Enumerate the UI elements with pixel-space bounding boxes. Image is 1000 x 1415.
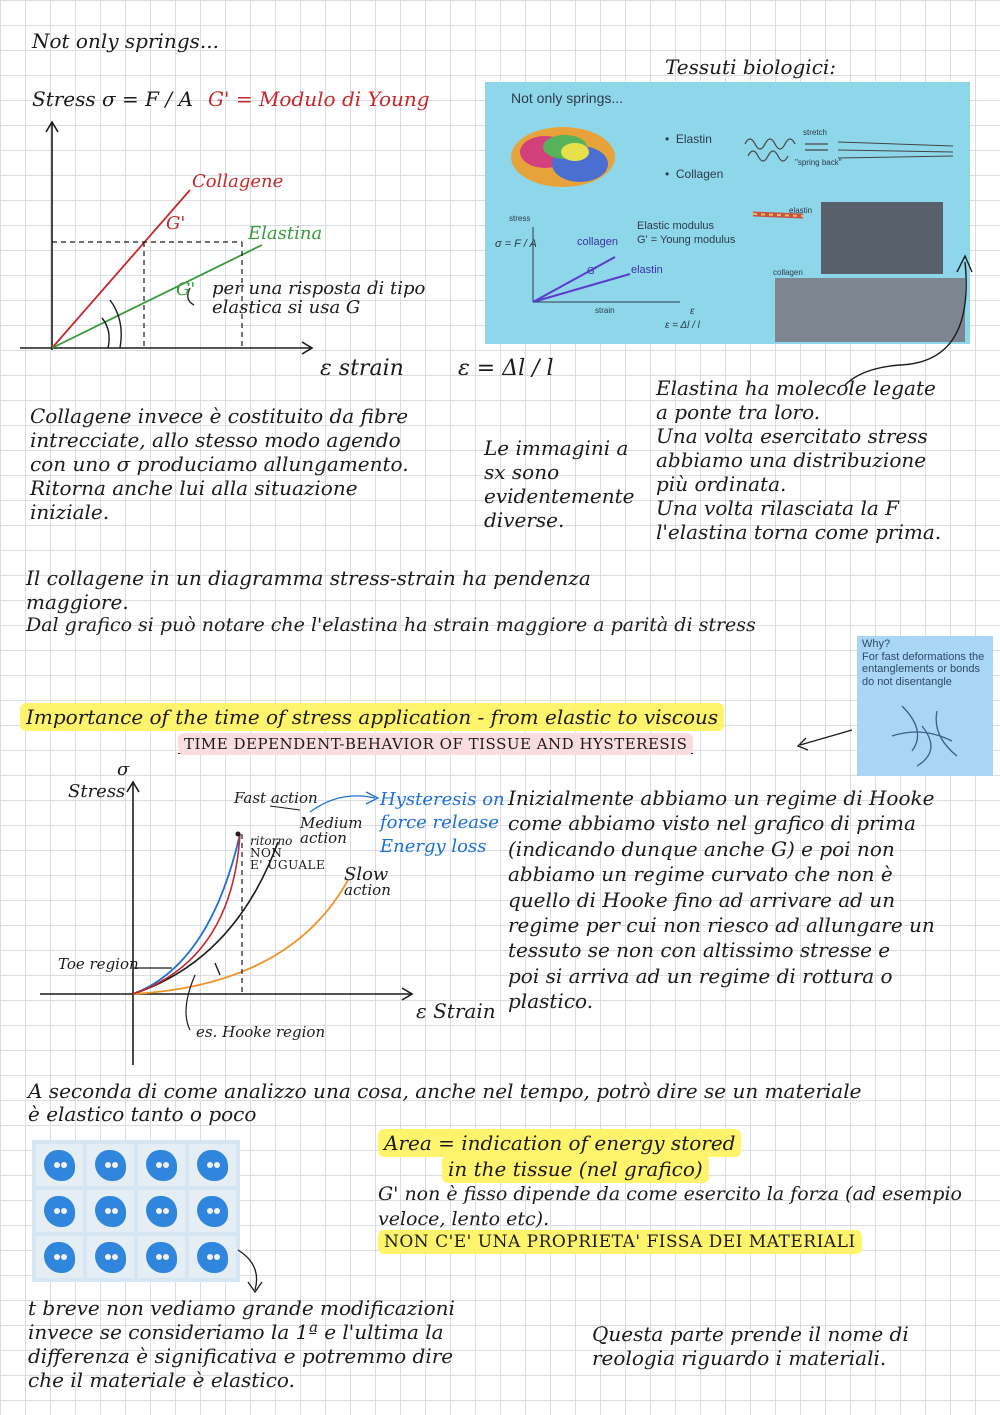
paragraph-regime-line: plastico. (508, 989, 594, 1014)
area-line-1-text: Area = indication of energy stored (378, 1129, 741, 1157)
paragraph-regime-line: Inizialmente abbiamo un regime di Hooke (508, 786, 935, 810)
slide-g-label: G' (587, 266, 597, 277)
area-line-4: veloce, lento etc). (378, 1207, 550, 1230)
hooke-region-label: es. Hooke region (196, 1023, 326, 1041)
paragraph-regime-line: quello di Hooke fino ad arrivare ad un (508, 887, 896, 912)
paragraph-t-breve-line: differenza è significativa e potremmo dire (28, 1344, 454, 1368)
hysteresis-note-line: force release (380, 812, 499, 834)
ritorno-line: NON (250, 846, 283, 860)
area-line-2-text: in the tissue (nel grafico) (442, 1155, 709, 1183)
area-line-3: G' non è fisso dipende da come esercito la forza (ad esempio (378, 1183, 962, 1205)
area-line-1 (378, 1130, 962, 1156)
paragraph-regime-line: (indicando dunque anche G) e poi non (508, 836, 895, 861)
slide-title: Not only springs... (511, 90, 624, 106)
section2-subtitle-text: TIME DEPENDENT-BEHAVIOR OF TISSUE AND HYSTERESIS (178, 733, 693, 755)
paragraph-immagini-line: sx sono (484, 460, 560, 484)
slide-modulus-line2: G' = Young modulus (637, 234, 736, 246)
paragraph-elastina-line: più ordinata. (656, 472, 787, 496)
heading-not-only-springs: Not only springs... (32, 29, 219, 53)
paragraph-seconda-line: è elastico tanto o poco (28, 1102, 257, 1126)
fast-action-label: Fast action (234, 789, 318, 807)
paragraph-t-breve-line: che il materiale è elastico. (28, 1368, 295, 1392)
area-line-5-text: NON C'E' UNA PROPRIETA' FISSA DEI MATERIALI (378, 1230, 862, 1254)
paragraph-regime-line: abbiamo un regime curvato che non è (508, 862, 893, 887)
slide-eps-label: ε (690, 306, 695, 317)
hysteresis-note-line: Energy loss (380, 835, 487, 857)
paragraph-collagene-line: Ritorna anche lui alla situazione (30, 476, 358, 500)
collagene-label: Collagene (192, 171, 284, 192)
young-modulus-label: G' = Modulo di Young (208, 87, 430, 111)
paragraph-t-breve-line: t breve non vediamo grande modificazioni (28, 1296, 455, 1320)
paragraph-regime-line: come abbiamo visto nel grafico di prima (508, 811, 916, 836)
slow-action-line: action (344, 881, 391, 900)
slide-spring-back-label: "spring back" (795, 158, 842, 167)
sticky-note-body: For fast deformations the entanglements or bonds do not disentangle (862, 650, 985, 688)
medium-action-line: action (300, 829, 347, 847)
paragraph-reologia (592, 1322, 909, 1370)
paragraph-t-breve-line: invece se consideriamo la 1ª e l'ultima la (28, 1320, 444, 1344)
elastina-label: Elastina (248, 223, 323, 244)
paragraph-elastina-line: l'elastina torna come prima. (656, 520, 942, 544)
section2-title-text: Importance of the time of stress application - from elastic to viscous (20, 703, 724, 731)
slide-eps-formula: ε = Δl / l (665, 320, 700, 331)
paragraph-immagini-line: Le immagini a (484, 436, 629, 460)
heading-tessuti-biologici: Tessuti biologici: (665, 55, 837, 79)
slide-modulus-line1: Elastic modulus (637, 220, 715, 232)
toe-region-label: Toe region (58, 955, 139, 973)
slow-action-line: Slow (344, 864, 389, 885)
sticky-note-title: Why? (862, 638, 891, 650)
paragraph-elastina-line: Una volta rilasciata la F (656, 496, 900, 520)
paragraph-reologia-line: reologia riguardo i materiali. (592, 1346, 887, 1370)
slide-collagen-label: collagen (577, 236, 618, 248)
slide-bullet-collagen: • Collagen (665, 167, 724, 181)
paragraph-regime-line: tessuto se non con altissimo stresse e (508, 938, 891, 963)
ritorno-line: ritorno (250, 834, 293, 848)
paragraph-elastina-line: Una volta esercitato stress (656, 424, 928, 448)
paragraph-pendenza-line: maggiore. (26, 590, 129, 614)
paragraph-pendenza-line: Dal grafico si può notare che l'elastina ha strain maggiore a parità di stress (26, 614, 756, 636)
paragraph-reologia-line: Questa parte prende il nome di (592, 1322, 909, 1346)
paragraph-seconda-line: A seconda di come analizzo una cosa, anche nel tempo, potrò dire se un materiale (28, 1079, 862, 1103)
paragraph-pendenza-line: Il collagene in un diagramma stress-strain ha pendenza (26, 566, 591, 590)
slide-stress-label: stress (509, 214, 531, 223)
stress-formula: Stress σ = F / A (32, 87, 193, 111)
strain-formula: ε = Δl / l (458, 356, 554, 381)
paragraph-regime-line: regime per cui non riesco ad allungare un (508, 912, 935, 937)
graph2-sigma: σ (117, 759, 130, 780)
paragraph-elastina-line: a ponte tra loro. (656, 400, 821, 424)
hysteresis-note-line: Hysteresis on (380, 789, 505, 810)
slide-bullet-elastin: • Elastin (665, 132, 712, 146)
collagene-g-label: G' (166, 213, 186, 234)
medium-action-line: Medium (300, 814, 363, 832)
slide-elastin-label: elastin (631, 264, 663, 276)
paragraph-collagene-line: Collagene invece è costituito da fibre (30, 404, 409, 428)
slide-strain-label: strain (595, 306, 615, 315)
graph1-x-label: ε strain (320, 356, 404, 381)
area-line-5 (378, 1231, 962, 1253)
ritorno-line: E' UGUALE (250, 858, 326, 872)
paragraph-immagini-line: evidentemente (484, 484, 635, 508)
paragraph-collagene-line: con uno σ produciamo allungamento. (30, 452, 409, 476)
paragraph-elastina-line: abbiamo una distribuzione (656, 448, 927, 472)
graph1-note-line1: per una risposta di tipo (212, 278, 426, 299)
graph2-stress-label: Stress (68, 781, 126, 802)
elastina-g-label: G' (176, 279, 196, 300)
graph2-x-label: ε Strain (416, 999, 496, 1023)
graph1-note-line2: elastica si usa G (212, 296, 361, 318)
slide-collagen-image-label: collagen (773, 268, 803, 277)
paragraph-elastina-line: Elastina ha molecole legate (656, 376, 936, 400)
slide-stretch-label: stretch (803, 128, 828, 137)
area-block (378, 1130, 962, 1253)
area-line-2 (378, 1156, 962, 1182)
paragraph-collagene-line: intrecciate, allo stesso modo agendo (30, 428, 401, 452)
slide-elastin-image-label: elastin (789, 206, 813, 215)
paragraph-collagene-line: iniziale. (30, 500, 110, 524)
paragraph-immagini-line: diverse. (484, 508, 565, 532)
paragraph-t-breve (28, 1296, 455, 1392)
paragraph-regime-line: poi si arriva ad un regime di rottura o (508, 963, 893, 988)
slide-sigma-formula: σ = F / A (495, 238, 537, 250)
